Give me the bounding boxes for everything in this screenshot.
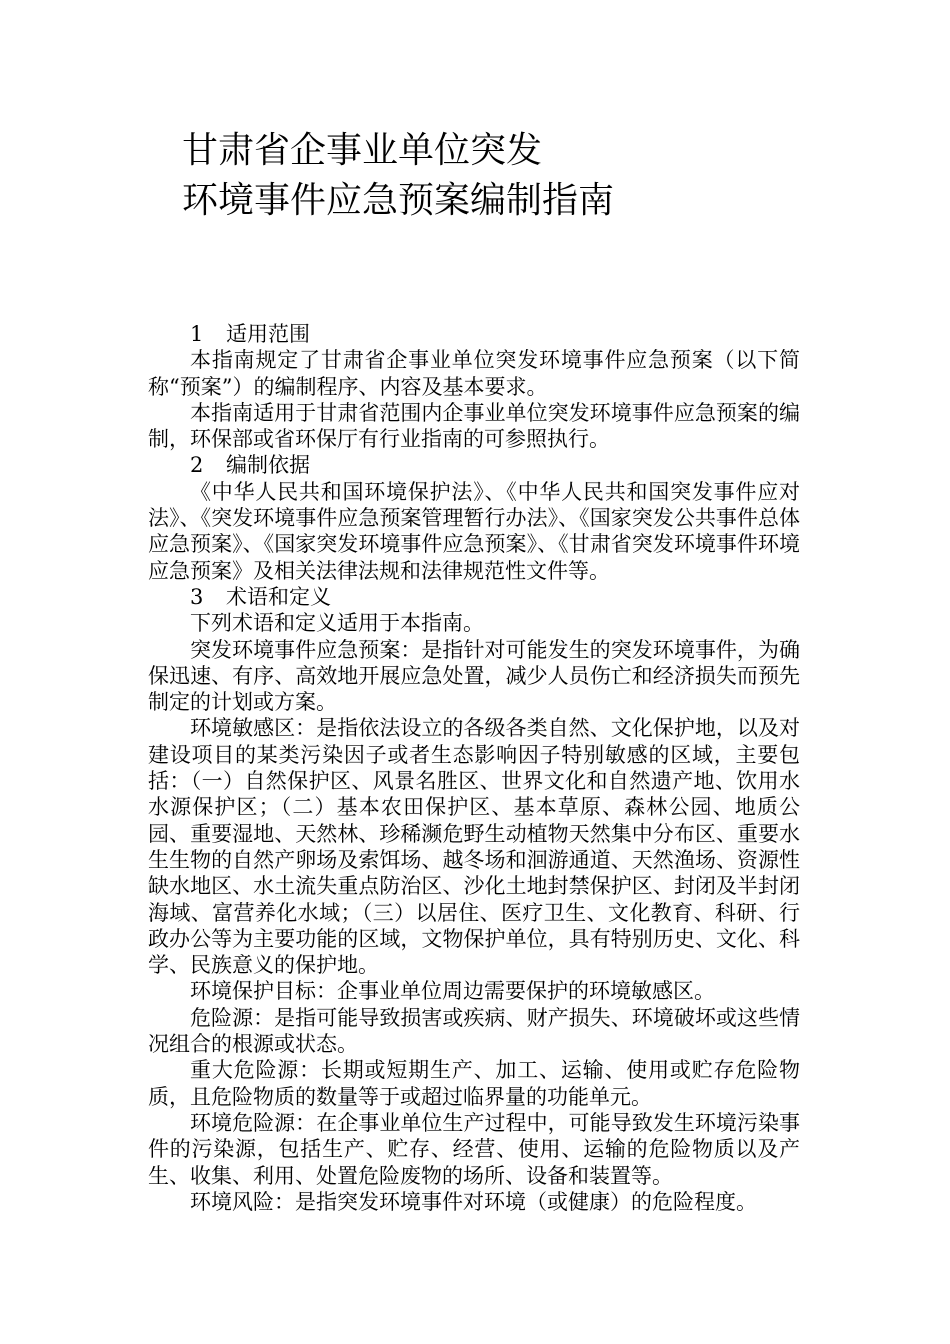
section-heading-scope: [148, 321, 800, 347]
section-number: 1: [190, 322, 204, 346]
paragraph: 《中华人民共和国环境保护法》、《中华人民共和国突发事件应对法》、《突发环境事件应急预案管理暂行办法》、《国家突发公共事件总体应急预案》、《国家突发环境事件应急预案》、《甘肃省突发环境事件环境应急预案》及相关法律法规和法律规范性文件等。: [148, 479, 800, 583]
paragraph: 环境危险源：在企事业单位生产过程中，可能导致发生环境污染事件的污染源，包括生产、贮存、经营、使用、运输的危险物质以及产生、收集、利用、处置危险废物的场所、设备和装置等。: [148, 1110, 800, 1188]
paragraph: 危险源：是指可能导致损害或疾病、财产损失、环境破坏或这些情况组合的根源或状态。: [148, 1005, 800, 1057]
paragraph: 下列术语和定义适用于本指南。: [190, 611, 484, 636]
paragraph: 本指南适用于甘肃省范围内企事业单位突发环境事件应急预案的编制，环保部或省环保厅有行业指南的可参照执行。: [148, 400, 800, 452]
paragraph: 突发环境事件应急预案：是指针对可能发生的突发环境事件，为确保迅速、有序、高效地开展应急处置，减少人员伤亡和经济损失而预先制定的计划或方案。: [148, 637, 800, 715]
section-title: 适用范围: [226, 322, 310, 346]
paragraph: 重大危险源：长期或短期生产、加工、运输、使用或贮存危险物质，且危险物质的数量等于或超过临界量的功能单元。: [148, 1058, 800, 1109]
section-title: 编制依据: [226, 453, 310, 478]
paragraph: 环境敏感区：是指依法设立的各级各类自然、文化保护地，以及对建设项目的某类污染因子或者生态影响因子特别敏感的区域，主要包括：（一）自然保护区、风景名胜区、世界文化和自然遗产地、饮用水水源保护区；（二）基本农田保护区、基本草原、森林公园、地质公园、重要湿地、天然林、珍稀濒危野生动植物天然集中分布区、重要水生生物的自然产卵场及索饵场、越冬场和洄游通道、天然渔场、资源性缺水地区、水土流失重点防治区、沙化土地封禁保护区、封闭及半封闭海域、富营养化水域；（三）以居住、医疗卫生、文化教育、科研、行政办公等为主要功能的区域，文物保护单位，具有特别历史、文化、科学、民族意义的保护地。: [148, 716, 800, 978]
paragraph: 环境保护目标：企事业单位周边需要保护的环境敏感区。: [190, 979, 715, 1004]
section-number: 3: [190, 584, 204, 609]
title-line-2: 环境事件应急预案编制指南: [182, 180, 615, 221]
document-body: [148, 321, 800, 1215]
paragraph: 环境风险：是指突发环境事件对环境（或健康）的危险程度。: [190, 1189, 757, 1214]
paragraph: 本指南规定了甘肃省企事业单位突发环境事件应急预案（以下简称“预案”）的编制程序、内容及基本要求。: [148, 348, 800, 399]
section-heading-definitions: [148, 584, 800, 610]
section-heading-basis: [148, 452, 800, 478]
document-title: [182, 126, 614, 226]
title-line-1: 甘肃省企事业单位突发: [182, 130, 543, 171]
section-number: 2: [190, 453, 204, 478]
section-title: 术语和定义: [226, 584, 331, 609]
